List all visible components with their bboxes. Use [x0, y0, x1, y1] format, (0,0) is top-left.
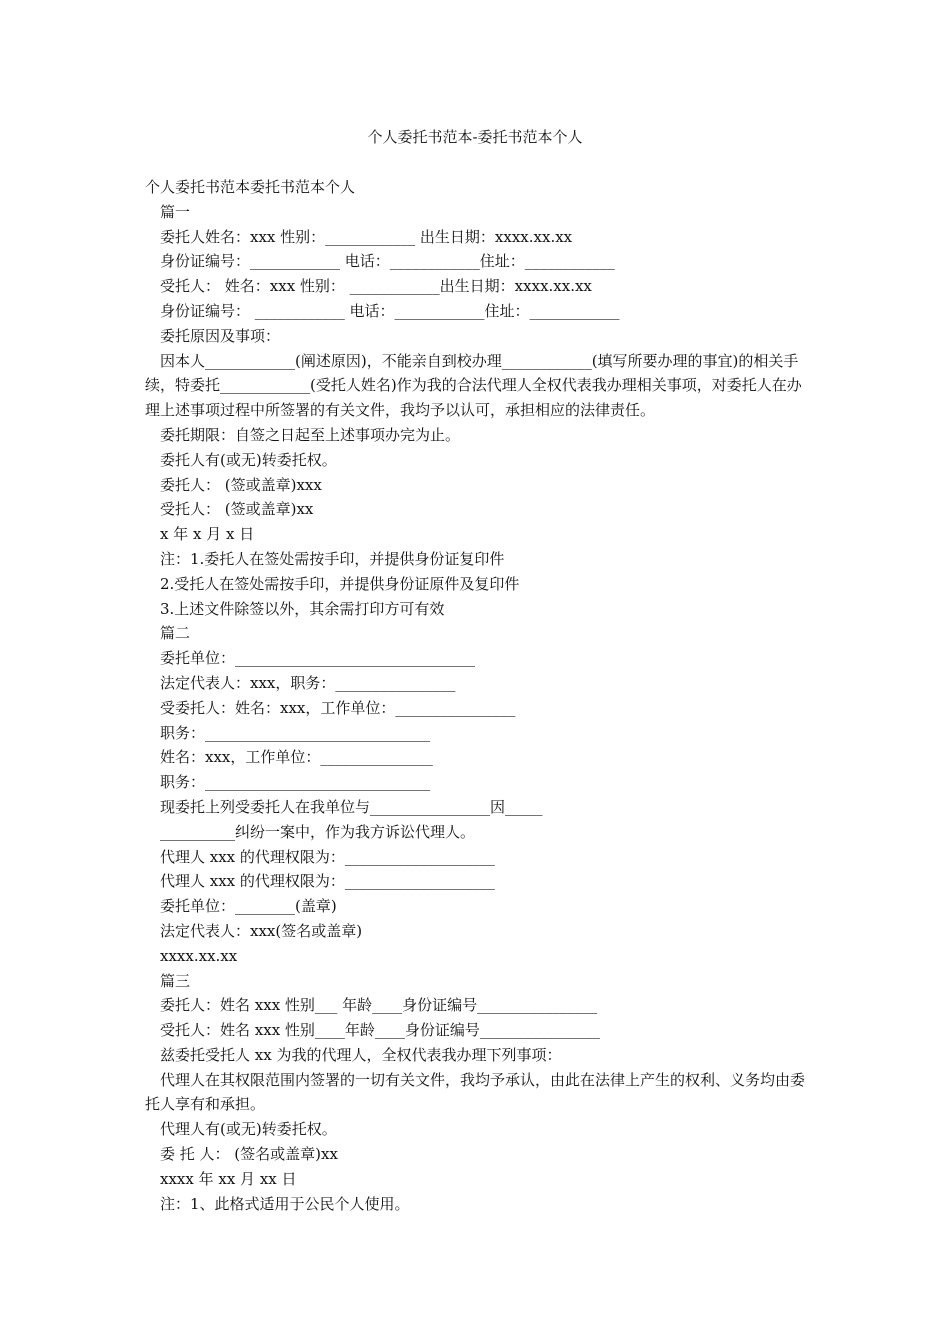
- document-line: 代理人有(或无)转委托权。: [160, 1120, 337, 1139]
- document-line: 身份证编号：____________ 电话：____________住址：____________: [160, 252, 615, 271]
- document-line: 法定代表人：xxx，职务：________________: [160, 673, 456, 692]
- document-line: 篇二: [160, 624, 191, 643]
- document-line: 篇三: [160, 971, 191, 990]
- document-line: 委托原因及事项：: [160, 326, 281, 345]
- document-line: 委托单位：________________________________: [160, 649, 476, 668]
- document-line: 个人委托书范本委托书范本个人: [145, 178, 356, 196]
- document-line: 受托人：姓名 xxx 性别____年龄____身份证编号________________: [160, 1021, 600, 1040]
- document-line: 职务：______________________________: [160, 723, 431, 742]
- document-line: 委托期限：自签之日起至上述事项办完为止。: [160, 425, 461, 444]
- document-line: 姓名：xxx，工作单位：_______________: [160, 748, 433, 767]
- document-line: x 年 x 月 x 日: [160, 525, 255, 544]
- document-line: 代理人 xxx 的代理权限为：____________________: [160, 872, 495, 891]
- document-line: 委 托 人： (签名或盖章)xx: [160, 1145, 338, 1164]
- document-line: 注：1、此格式适用于公民个人使用。: [160, 1194, 410, 1213]
- document-line: 受委托人：姓名：xxx，工作单位：________________: [160, 698, 516, 717]
- document-line: 委托人姓名：xxx 性别：____________ 出生日期：xxxx.xx.xx: [160, 227, 573, 246]
- document-line: xxxx.xx.xx: [160, 946, 238, 965]
- document-body: [145, 175, 815, 1216]
- document-line: 因本人____________(阐述原因)，不能亲自到校办理____________(填写所要办理的事宜)的相关手续，特委托____________(受托人姓名)作为我的合法代理人全权代表我办理相关事项，对委托人在办理上述事项过程中所签署的有关文件，我均予以认可，承担相应的法律责任。: [145, 351, 802, 420]
- document-line: 注：1.委托人在签处需按手印，并提供身份证复印件: [160, 549, 505, 568]
- document-line: 法定代表人：xxx(签名或盖章): [160, 921, 363, 940]
- document-line: 3.上述文件除签以外，其余需打印方可有效: [160, 599, 445, 618]
- document-line: xxxx 年 xx 月 xx 日: [160, 1169, 297, 1188]
- document-line: 兹委托受托人 xx 为我的代理人，全权代表我办理下列事项：: [160, 1045, 562, 1064]
- document-line: 身份证编号： ____________ 电话：____________住址：____________: [160, 301, 620, 320]
- document-line: 受托人： (签或盖章)xx: [160, 500, 314, 519]
- document-line: 篇一: [160, 202, 191, 221]
- document-line: __________纠纷一案中，作为我方诉讼代理人。: [160, 822, 476, 841]
- document-line: 受托人： 姓名：xxx 性别： ____________出生日期：xxxx.xx.xx: [160, 277, 592, 296]
- document-line: 代理人在其权限范围内签署的一切有关文件，我均予承认，由此在法律上产生的权利、义务均由委托人享有和承担。: [145, 1070, 806, 1114]
- document-title: 个人委托书范本-委托书范本个人: [367, 128, 583, 146]
- document-line: 委托人有(或无)转委托权。: [160, 450, 337, 469]
- document-line: 2.受托人在签处需按手印，并提供身份证原件及复印件: [160, 574, 520, 593]
- document-line: 委托单位：________(盖章): [160, 897, 337, 916]
- document-line: 委托人： (签或盖章)xxx: [160, 475, 322, 494]
- document-line: 现委托上列受委托人在我单位与________________因_____: [160, 797, 543, 816]
- document-line: 职务：______________________________: [160, 773, 431, 792]
- document-line: 代理人 xxx 的代理权限为：____________________: [160, 847, 495, 866]
- document-line: 委托人：姓名 xxx 性别___ 年龄____身份证编号________________: [160, 996, 598, 1015]
